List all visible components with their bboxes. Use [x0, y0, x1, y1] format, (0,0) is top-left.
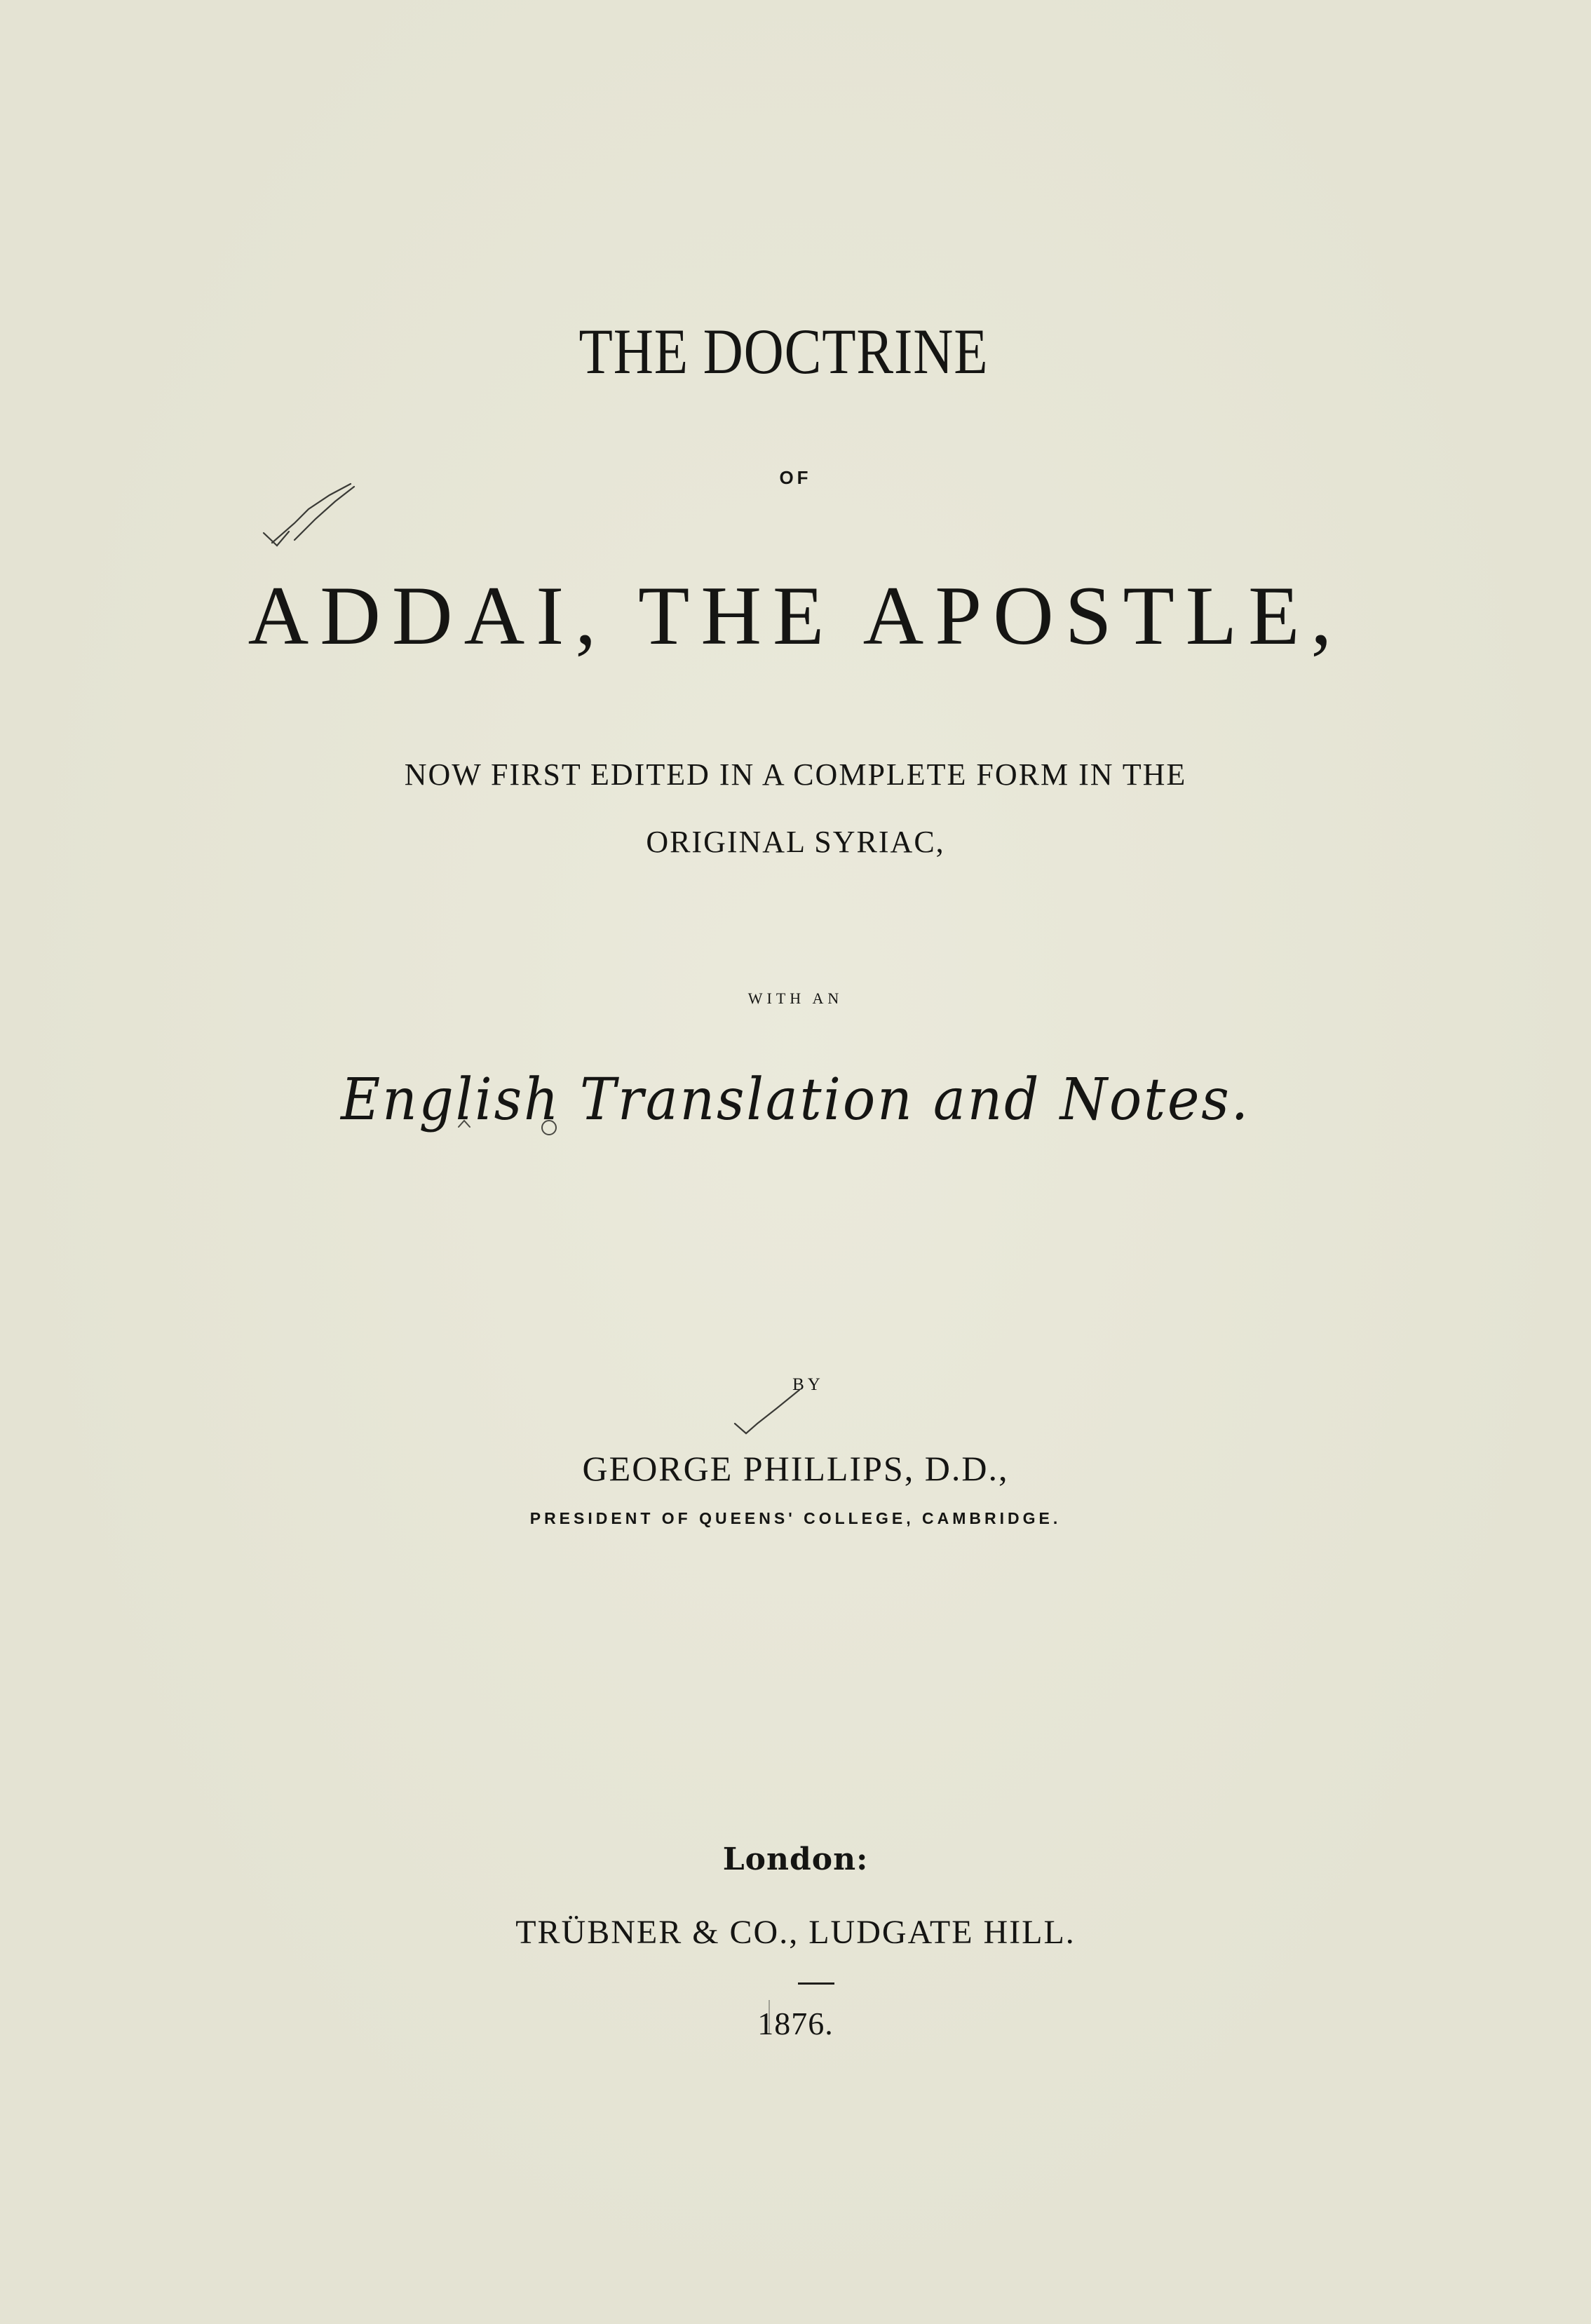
- edition-note-line-2: ORIGINAL SYRIAC,: [646, 825, 945, 859]
- pencil-check-mark-by: [735, 1390, 799, 1433]
- publication-place: London:: [722, 1842, 869, 1877]
- edition-note-line-1: NOW FIRST EDITED IN A COMPLETE FORM IN THE: [404, 757, 1187, 792]
- book-subject: ADDAI, THE APOSTLE,: [248, 569, 1343, 662]
- book-title: THE DOCTRINE: [578, 316, 989, 387]
- by-connector: BY: [792, 1375, 824, 1394]
- publisher: TRÜBNER & CO., LUDGATE HILL.: [515, 1914, 1076, 1951]
- author-name: GEORGE PHILLIPS, D.D.,: [582, 1449, 1009, 1488]
- translation-line: English Translation and Notes.: [341, 1067, 1250, 1133]
- pencil-check-mark-top: [264, 484, 354, 546]
- author-title: PRESIDENT OF QUEENS' COLLEGE, CAMBRIDGE.: [529, 1509, 1062, 1527]
- publication-year: 1876.: [757, 2006, 834, 2041]
- with-an-connector: WITH AN: [747, 989, 844, 1007]
- title-connector-of: OF: [779, 467, 812, 488]
- divider-rule: [798, 1982, 834, 1985]
